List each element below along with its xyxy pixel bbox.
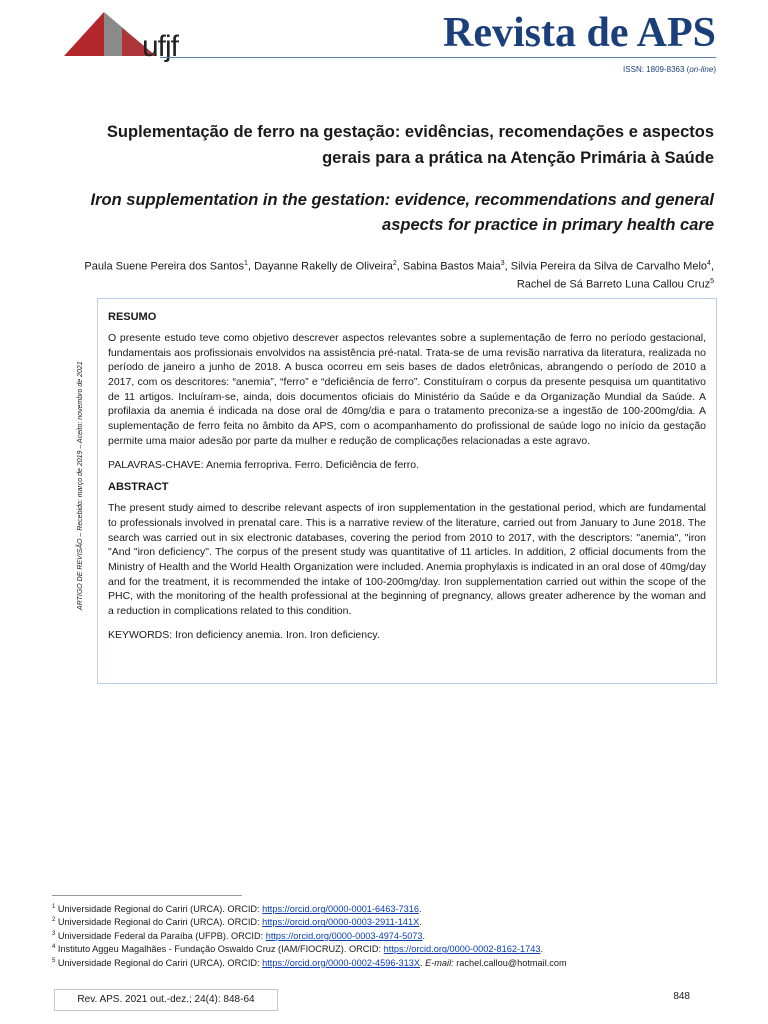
logo-wordmark: ufjf	[142, 30, 179, 63]
footnote-item: $^4$ Instituto Aggeu Magalhães - Fundação Oswaldo Cruz (IAM/FIOCRUZ). ORCID: https://orcid.org/0000-0002-8162-1743.	[52, 944, 544, 955]
citation: Rev. APS. 2021 out.-dez.; 24(4): 848-64	[54, 989, 278, 1011]
abstract-text: The present study aimed to describe relevant aspects of iron supplementation in the gestational period, which are fundamental to professionals involved in prenatal care. This is a narrative review of the literature, carried out from January to June 2018. The search was carried out in six electronic databases, covering the period from 2010 to 2017, with the descriptors: "anemia", "iron "And "iron deficiency". The corpus of the present study was quantitative of 11 articles. In addition, 2 official documents from the Ministry of Health and the World Health Organization were included. Anemia prophylaxis is indicated in an oral dose of 40mg/day and for the treatment, it is recommended the intake of 100-200mg/day. Iron supplementation carried out within the scope of the PHC, with the monitoring of the health professional at the beginning of pregnancy, allows greater adherence by the woman and a reduction in complications related to this condition.	[108, 502, 706, 617]
author-list: Paula Suene Pereira dos Santos$^1$, Dayanne Rakelly de Oliveira$^2$, Sabina Bastos Maia$^3$, Silvia Pereira da Silva de Carvalho Melo$^4$, Rachel de Sá Barreto Luna Callou Cruz$^5$	[84, 260, 714, 291]
orcid-link[interactable]: https://orcid.org/0000-0003-4974-5073	[265, 930, 423, 941]
ufjf-logo	[62, 8, 179, 76]
footnote-item: $^2$ Universidade Regional do Cariri (URCA). ORCID: https://orcid.org/0000-0003-2911-141X.	[52, 917, 422, 928]
author-affiliation-marker: 5	[710, 278, 714, 286]
article-title-en: Iron supplementation in the gestation: evidence, recommendations and general aspects for practice in primary health care	[90, 191, 714, 234]
article-type-dates: ARTIGO DE REVISÃO – Recebido: março de 2019 – Aceito: novembro de 2021	[77, 361, 84, 610]
author-name: Paula Suene Pereira dos Santos	[84, 260, 245, 273]
issn: ISSN: 1809-8363 (on-line)	[623, 65, 716, 74]
header-divider	[160, 57, 716, 58]
resumo-text: O presente estudo teve como objetivo descrever aspectos relevantes sobre a suplementação de ferro no período gestacional, fundamentais aos profissionais envolvidos na assistência pré-natal. Trata-se de uma revisão narrativa da literatura, realizada no período de janeiro a junho de 2018. A busca ocorreu em seis bases de dados eletrônicas, abrangendo o período de 2010 a 2017, com os descritores: “anemia”, “ferro” e “deficiência de ferro”. Constituíram o corpus da presente pesquisa um quantitativo de 11 artigos. Incluíram-se, ainda, dois documentos oficiais do Ministério da Saúde e da Organização Mundial da Saúde. A profilaxia da anemia é indicada na dose oral de 40mg/dia e para o tratamento preconiza-se a ingestão de 100-200mg/dia. A suplementação de ferro feita no âmbito da APS, com o acompanhamento do profissional de saúde logo no início da gestação permite uma maior adesão por parte da mulher e redução de complicações relacionadas a este agravo.	[108, 332, 706, 447]
author-name: Sabina Bastos Maia	[402, 260, 501, 273]
footnotes	[52, 903, 567, 970]
email-label: E-mail:	[425, 957, 454, 968]
orcid-link[interactable]: https://orcid.org/0000-0002-4596-313X	[262, 957, 420, 968]
orcid-link[interactable]: https://orcid.org/0000-0001-6463-7316	[262, 904, 419, 915]
journal-title: Revista de APS	[443, 10, 716, 56]
author-affiliation-marker: 1	[244, 260, 248, 267]
author-affiliation-marker: 2	[392, 260, 397, 267]
orcid-link[interactable]: https://orcid.org/0000-0002-8162-1743	[383, 944, 541, 955]
footnote-item: $^1$ Universidade Regional do Cariri (URCA). ORCID: https://orcid.org/0000-0001-6463-7316.	[52, 904, 422, 915]
palavras-chave: PALAVRAS-CHAVE: Anemia ferropriva. Ferro. Deficiência de ferro.	[108, 458, 420, 471]
article-title-pt: Suplementação de ferro na gestação: evidências, recomendações e aspectos gerais para a prática na Atenção Primária à Saúde	[106, 123, 714, 167]
author-affiliation-marker: 4	[707, 260, 711, 267]
author-name: Dayanne Rakelly de Oliveira	[254, 260, 393, 273]
abstract-heading: ABSTRACT	[108, 481, 169, 494]
orcid-link[interactable]: https://orcid.org/0000-0003-2911-141X	[262, 917, 420, 928]
author-affiliation-marker: 3	[500, 260, 505, 267]
author-name: Rachel de Sá Barreto Luna Callou Cruz	[516, 278, 711, 291]
abstract-box	[97, 298, 717, 684]
author-name: Silvia Pereira da Silva de Carvalho Melo	[510, 260, 708, 273]
footnote-item: $^5$ Universidade Regional do Cariri (URCA). ORCID: https://orcid.org/0000-0002-4596-313X. E-mail: rachel.callou@hotmail.com	[52, 957, 567, 968]
footnote-divider	[52, 895, 242, 896]
resumo-heading: RESUMO	[108, 311, 157, 323]
footnote-item: $^3$ Universidade Federal da Paraíba (UFPB). ORCID: https://orcid.org/0000-0003-4974-5073.	[52, 930, 426, 941]
page-number: 848	[673, 991, 690, 1002]
email-address: rachel.callou@hotmail.com	[453, 957, 567, 968]
keywords: KEYWORDS: Iron deficiency anemia. Iron. Iron deficiency.	[108, 628, 380, 641]
